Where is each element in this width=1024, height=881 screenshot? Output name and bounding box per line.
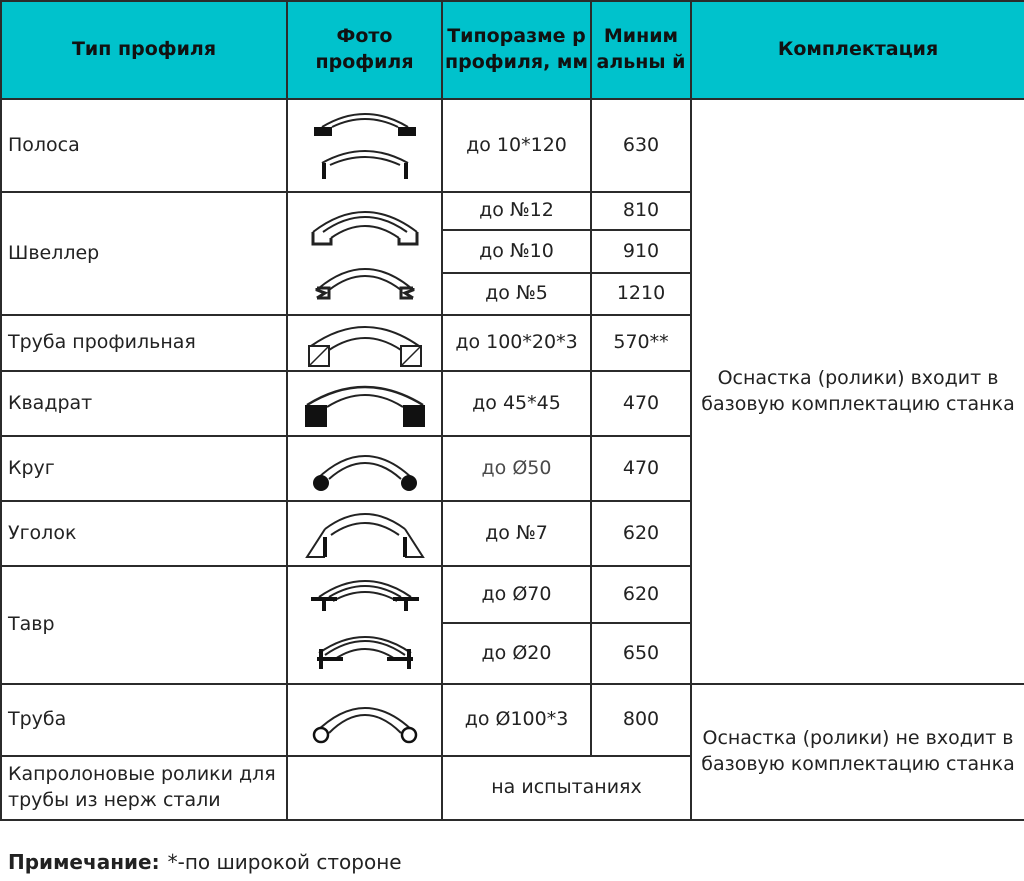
min-cell: 1210 <box>591 273 691 315</box>
angle-profile-icon <box>287 501 442 566</box>
table-row <box>1 684 1024 756</box>
header-row <box>1 1 1024 99</box>
size-cell: до №12 <box>442 192 591 230</box>
status-cell: на испытаниях <box>442 756 691 820</box>
size-cell: до Ø50 <box>442 436 591 501</box>
header-min: Миним альны й <box>591 1 691 99</box>
min-cell: 470 <box>591 436 691 501</box>
channel-profile-icon <box>287 192 442 315</box>
size-cell: до №10 <box>442 230 591 273</box>
row-name: Уголок <box>1 501 287 566</box>
pipe-profile-icon <box>287 684 442 756</box>
min-cell: 800 <box>591 684 691 756</box>
row-name: Швеллер <box>1 192 287 315</box>
footnote-label: Примечание: <box>8 850 160 874</box>
header-kit: Комплектация <box>691 1 1024 99</box>
size-cell: до 45*45 <box>442 371 591 436</box>
header-photo: Фото профиля <box>287 1 442 99</box>
table-row <box>1 99 1024 192</box>
min-cell: 630 <box>591 99 691 192</box>
min-cell: 620 <box>591 566 691 623</box>
min-cell: 810 <box>591 192 691 230</box>
size-cell: до Ø20 <box>442 623 591 684</box>
min-cell: 570** <box>591 315 691 371</box>
kit-not-included-cell: Оснастка (ролики) не входит в базовую комплектацию станка <box>691 684 1024 820</box>
size-cell: до №7 <box>442 501 591 566</box>
row-name: Капролоновые ролики для трубы из нерж стали <box>1 756 287 820</box>
footnote <box>8 850 402 874</box>
header-type: Тип профиля <box>1 1 287 99</box>
min-cell: 650 <box>591 623 691 684</box>
size-cell: до №5 <box>442 273 591 315</box>
row-name: Труба <box>1 684 287 756</box>
size-cell: до Ø100*3 <box>442 684 591 756</box>
row-name: Полоса <box>1 99 287 192</box>
size-cell: до 100*20*3 <box>442 315 591 371</box>
empty-photo-cell <box>287 756 442 820</box>
row-name: Квадрат <box>1 371 287 436</box>
min-cell: 620 <box>591 501 691 566</box>
tbar-profile-icon <box>287 566 442 684</box>
min-cell: 910 <box>591 230 691 273</box>
profile-pipe-icon <box>287 315 442 371</box>
strip-profile-icon <box>287 99 442 192</box>
row-name: Круг <box>1 436 287 501</box>
row-name: Тавр <box>1 566 287 684</box>
row-name: Труба профильная <box>1 315 287 371</box>
size-cell: до 10*120 <box>442 99 591 192</box>
kit-included-cell: Оснастка (ролики) входит в базовую комплектацию станка <box>691 99 1024 684</box>
min-cell: 470 <box>591 371 691 436</box>
round-profile-icon <box>287 436 442 501</box>
header-size: Типоразме р профиля, мм <box>442 1 591 99</box>
square-profile-icon <box>287 371 442 436</box>
footnote-text: *-по широкой стороне <box>167 850 402 874</box>
size-cell: до Ø70 <box>442 566 591 623</box>
